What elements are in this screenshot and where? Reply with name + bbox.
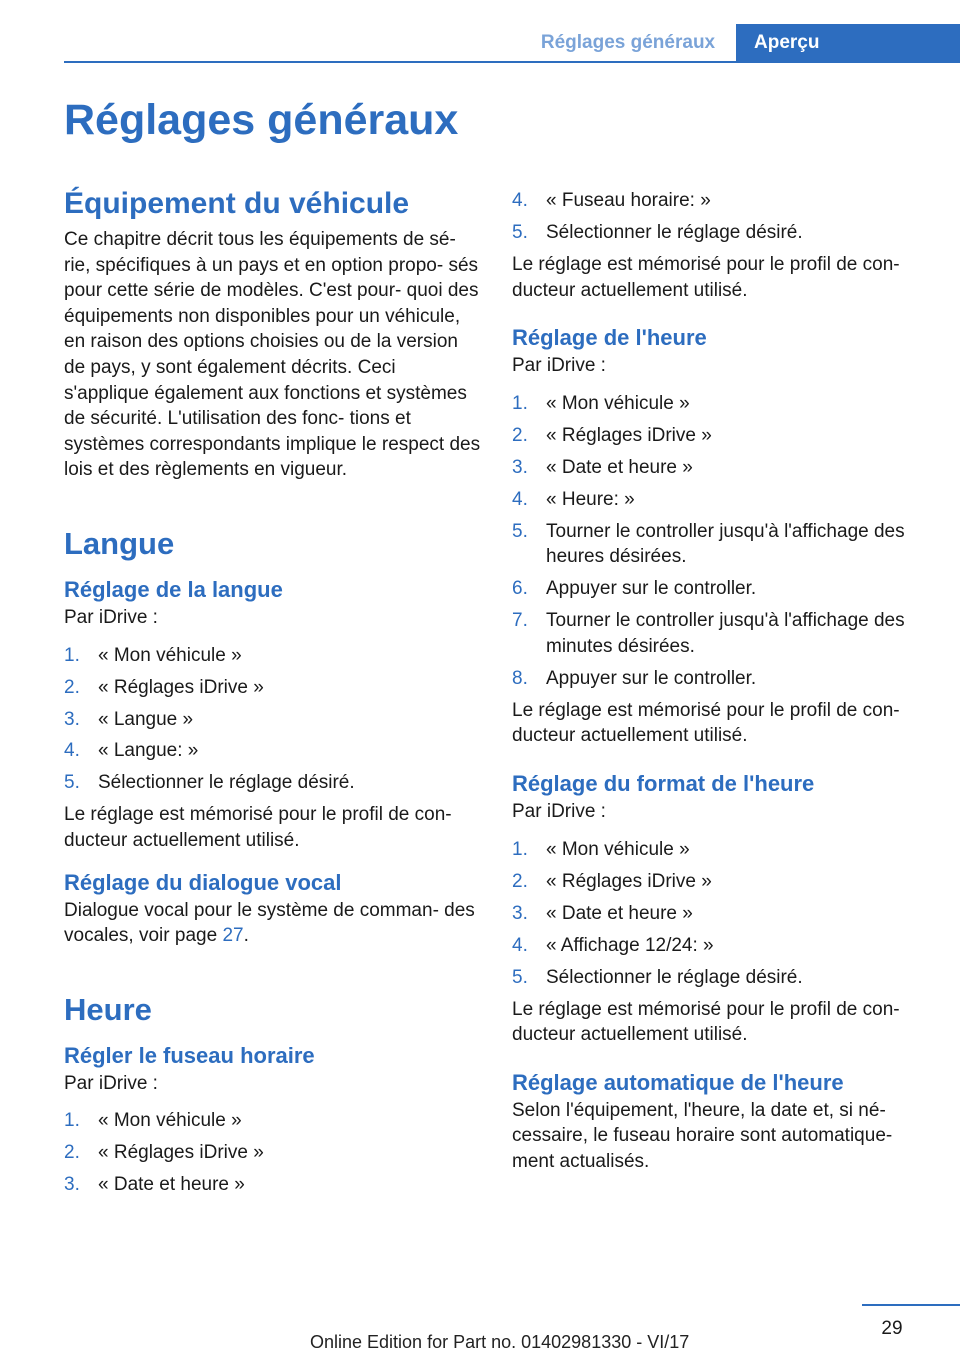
list-item: [512, 608, 932, 659]
list-item: [512, 933, 932, 959]
voice-dialogue-text: [64, 898, 482, 949]
list-item: [512, 519, 932, 570]
step-text: « Heure: »: [546, 488, 635, 510]
period: .: [243, 925, 249, 947]
list-item: [512, 901, 932, 927]
list-item: [64, 707, 482, 733]
list-item: [512, 576, 932, 602]
step-number: 6.: [512, 578, 528, 600]
step-number: 3.: [512, 902, 528, 924]
list-item: [512, 423, 932, 449]
step-text: Tourner le controller jusqu'à l'affichage des heures désirées.: [546, 520, 905, 568]
language-steps: [64, 643, 482, 797]
time-setting-steps: [512, 391, 932, 692]
step-number: 4.: [512, 934, 528, 956]
step-text: « Réglages iDrive »: [98, 1142, 264, 1164]
list-item: [512, 220, 932, 246]
step-number: 1.: [512, 838, 528, 860]
language-intro: Par iDrive :: [64, 606, 158, 628]
footer-divider: [862, 1304, 960, 1306]
step-number: 3.: [64, 708, 80, 730]
equipment-text: Ce chapitre décrit tous les équipements de sé‐ rie, spécifiques à un pays et en option propo‐ sés pour cette série de modèles. C'est pour‐ quoi des équipements non disponibles pour un véhicule, en raison des options choisies ou de la version de pays, y sont également décrits. Ceci s'applique également aux fonctions et systèmes de sécurité. L'utilisation des fonc‐ tions et systèmes correspondants implique le respect des lois et des règlements en vigueur.: [64, 229, 481, 481]
list-item: [512, 965, 932, 991]
list-item: [64, 738, 482, 764]
list-item: [64, 770, 482, 796]
list-item: [512, 869, 932, 895]
time-format-note: Le réglage est mémorisé pour le profil de con‐ ducteur actuellement utilisé.: [512, 998, 900, 1046]
step-text: Sélectionner le réglage désiré.: [546, 966, 803, 988]
language-note: Le réglage est mémorisé pour le profil de con‐ ducteur actuellement utilisé.: [64, 804, 452, 852]
left-column: [64, 185, 482, 1204]
step-text: Tourner le controller jusqu'à l'affichage des minutes désirées.: [546, 610, 905, 657]
step-text: « Réglages iDrive »: [546, 870, 712, 892]
list-item: [64, 675, 482, 701]
header-section-tab[interactable]: Réglages généraux: [540, 32, 716, 53]
timezone-heading: Régler le fuseau horaire: [64, 1042, 315, 1068]
step-number: 2.: [64, 676, 80, 698]
list-item: [512, 837, 932, 863]
step-text: « Langue »: [98, 708, 194, 730]
step-number: 3.: [64, 1174, 80, 1196]
step-number: 5.: [512, 966, 528, 988]
heure-heading: Heure: [64, 991, 152, 1027]
page-number: 29: [881, 1318, 903, 1339]
step-number: 8.: [512, 667, 528, 689]
list-item: [512, 455, 932, 481]
step-text: « Réglages iDrive »: [98, 676, 264, 698]
step-number: 5.: [64, 772, 80, 794]
language-setting-heading: Réglage de la langue: [64, 576, 283, 602]
step-number: 7.: [512, 610, 528, 632]
step-text: « Langue: »: [98, 740, 199, 762]
time-setting-note: Le réglage est mémorisé pour le profil de con‐ ducteur actuellement utilisé.: [512, 699, 900, 747]
timezone-intro: Par iDrive :: [64, 1072, 158, 1094]
time-format-steps: [512, 837, 932, 991]
step-text: « Date et heure »: [98, 1174, 245, 1196]
step-number: 2.: [512, 424, 528, 446]
step-number: 1.: [64, 644, 80, 666]
auto-time-text: Selon l'équipement, l'heure, la date et, si né‐ cessaire, le fuseau horaire sont automatique‐ ment actualisés.: [512, 1099, 893, 1172]
time-format-intro: Par iDrive :: [512, 801, 606, 822]
step-text: « Mon véhicule »: [546, 392, 690, 414]
timezone-steps-right: [512, 188, 932, 246]
step-number: 3.: [512, 456, 528, 478]
list-item: [512, 188, 932, 214]
timezone-steps-left: [64, 1108, 482, 1198]
step-text: « Mon véhicule »: [98, 1110, 242, 1132]
page-link[interactable]: 27: [222, 925, 244, 947]
step-text: Sélectionner le réglage désiré.: [546, 221, 803, 243]
header-overview-tab[interactable]: Aperçu: [736, 24, 960, 62]
auto-time-heading: Réglage automatique de l'heure: [512, 1069, 844, 1095]
langue-heading: Langue: [64, 525, 175, 561]
list-item: [64, 643, 482, 669]
step-number: 4.: [512, 190, 528, 211]
step-text: « Mon véhicule »: [546, 838, 690, 860]
step-text: Appuyer sur le controller.: [546, 578, 757, 600]
step-text: « Réglages iDrive »: [546, 424, 712, 446]
header-divider: [64, 61, 960, 63]
step-text: « Date et heure »: [546, 456, 693, 478]
step-text: Appuyer sur le controller.: [546, 667, 757, 689]
voice-dialogue-heading: Réglage du dialogue vocal: [64, 869, 342, 895]
step-number: 4.: [512, 488, 528, 510]
list-item: [512, 666, 932, 692]
voice-dialogue-body: Dialogue vocal pour le système de comman‐ des vocales, voir page: [64, 899, 475, 947]
list-item: [64, 1108, 482, 1134]
step-number: 2.: [64, 1142, 80, 1164]
step-number: 2.: [512, 870, 528, 892]
step-text: « Mon véhicule »: [98, 644, 242, 666]
time-format-heading: Réglage du format de l'heure: [512, 771, 815, 796]
time-setting-heading: Réglage de l'heure: [512, 325, 707, 351]
step-number: 1.: [512, 392, 528, 414]
step-text: « Fuseau horaire: »: [546, 190, 711, 211]
equipment-heading: Équipement du véhicule: [64, 187, 410, 220]
list-item: [512, 487, 932, 513]
edition-footer: Online Edition for Part no. 01402981330 - VI/17: [310, 1332, 690, 1352]
step-number: 1.: [64, 1110, 80, 1132]
right-column: [512, 188, 932, 1174]
page-title: Réglages généraux: [64, 96, 459, 144]
time-setting-intro: Par iDrive :: [512, 355, 606, 377]
step-number: 5.: [512, 221, 528, 243]
list-item: [512, 391, 932, 417]
step-text: Sélectionner le réglage désiré.: [98, 772, 355, 794]
list-item: [64, 1140, 482, 1166]
step-text: « Affichage 12/24: »: [546, 934, 714, 956]
timezone-note: Le réglage est mémorisé pour le profil de con‐ ducteur actuellement utilisé.: [512, 253, 900, 301]
step-text: « Date et heure »: [546, 902, 693, 924]
step-number: 4.: [64, 740, 80, 762]
step-number: 5.: [512, 520, 528, 542]
list-item: [64, 1172, 482, 1198]
